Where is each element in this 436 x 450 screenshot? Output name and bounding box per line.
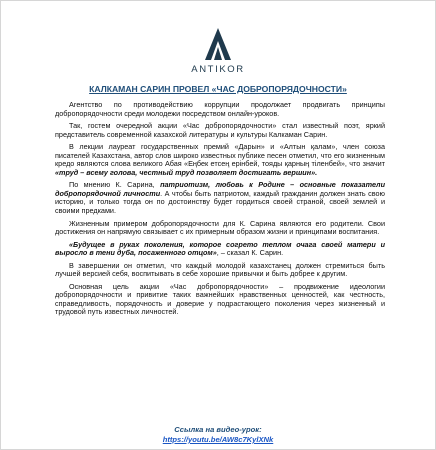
antikor-emblem-icon [201,27,235,61]
antikor-logo [1,27,435,75]
video-link-label: Ссылка на видео-урок: [174,425,262,434]
paragraph-parents: Жизненным примером добропорядочности для К. Сарина являются его родители. Свои достижения он напрямую связывает с их примерным образом жизни и принципами воспитания. [55,218,385,237]
paragraph-conclusion: В завершении он отметил, что каждый молодой казахстанец должен стремиться быть лучшей версией себя, воспитывать в себе хорошие привычки и быть добрее к другим. [55,260,385,279]
article-title: КАЛКАМАН САРИН ПРОВЕЛ «ЧАС ДОБРОПОРЯДОЧНОСТИ» [89,84,347,94]
paragraph-quote [55,241,385,258]
quote-attribution: , – сказал К. Сарин. [216,248,284,258]
paragraph-intro: Агентство по противодействию коррупции продолжает продвигать принципы добропорядочности среди молодежи посредством онлайн-уроков. [55,100,385,118]
paragraph-guest: Так, гостем очередной акции «Час добропорядочности» стал известный поэт, яркий представитель современной казахской литературы и культуры Калкаман Сарин. [55,121,385,139]
video-link[interactable]: https://youtu.be/AW8c7KylXNk [162,435,274,444]
video-link-block [1,425,435,445]
paragraph-lecture [55,143,385,177]
patriotism-intro: По мнению К. Сарина, [69,180,161,190]
paragraph-goal: Основная цель акции «Час добропорядочности» – продвижение идеологии добропорядочности и привитие таких важнейших нравственных ценностей, как честность, справедливость, порядочность и доверие у подрастающего поколения через жизненный и трудовой путь известных личностей. [55,281,385,317]
patriotism-emphasis: патриотизм, любовь к Родине – основные показатели добропорядочной личности [55,180,386,198]
future-quote: «Будущее в руках поколения, которое согрето теплом очага своей матери и выросло в тени дуба, посаженного отцом» [55,239,385,258]
brand-name: ANTIKOR [191,64,245,75]
lecture-quote: «труд – всему голова, честный труд позволяет достигать вершин». [55,167,318,177]
lecture-text: В лекции лауреат государственных премий «Дарын» и «Алтын қалам», член союза писателей Казахстана, автор слов широко известных публике песен отметил, что его жизненным кредо являются слова великого Абая «Еңбек етсең ерінбей, тояды қарның тіленбей», что значит [55,142,385,169]
patriotism-text: . А чтобы быть патриотом, каждый гражданин должен знать свою историю, и только тогда он по достоинству будет гордиться своей страной, своей землей и своими предками. [55,188,385,216]
paragraph-patriotism [55,181,385,215]
article-body [55,101,385,321]
